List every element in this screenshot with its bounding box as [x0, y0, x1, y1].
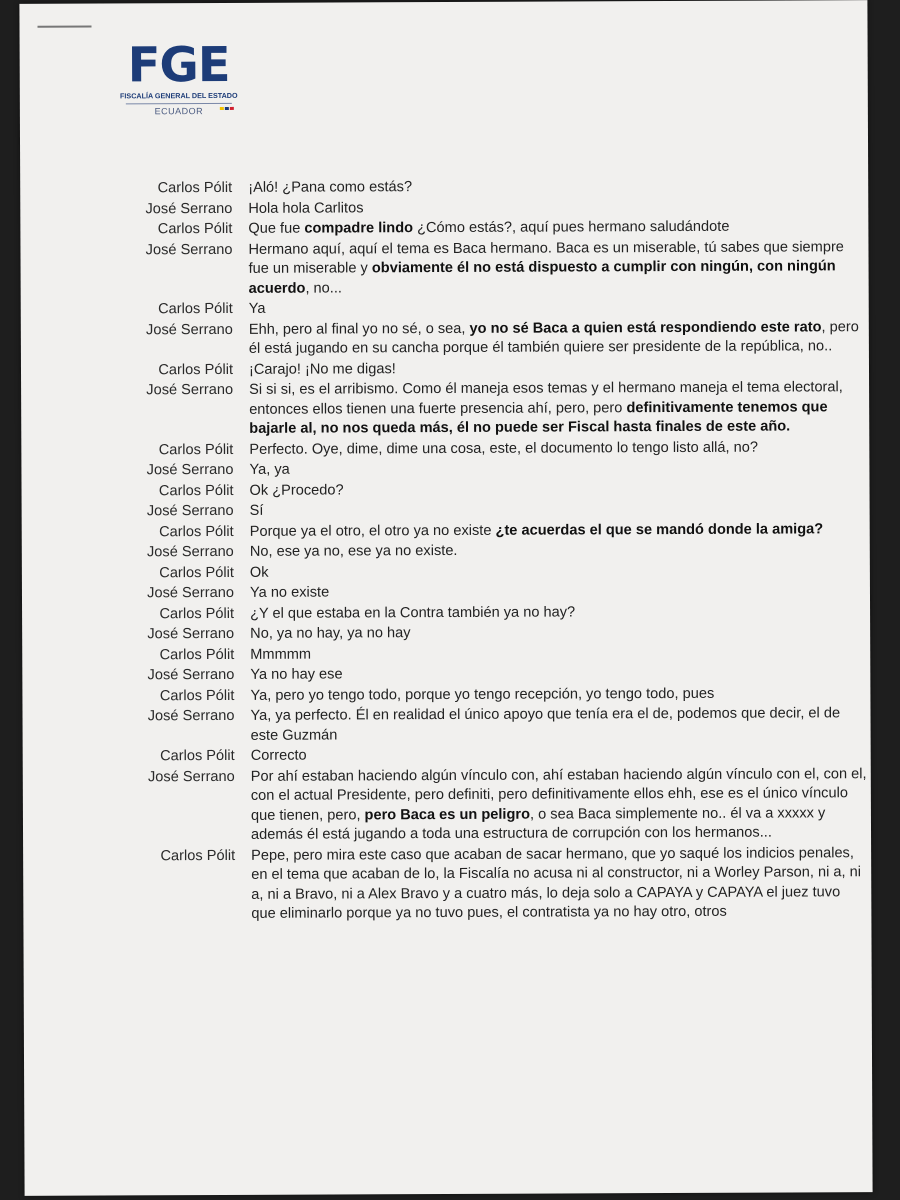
bold-segment: yo no sé Baca a quien está respondiendo este rato	[469, 318, 822, 337]
speaker-name: Carlos Pólit	[159, 564, 234, 581]
bold-segment: definitivamente tenemos que bajarle al, no nos queda más, él no puede ser Fiscal hasta finales de este año.	[249, 398, 828, 437]
text-segment: Correcto	[250, 747, 307, 764]
logo-full-name: FISCALÍA GENERAL DEL ESTADO	[120, 90, 238, 101]
utterance-text	[249, 318, 865, 360]
utterance-text	[249, 458, 865, 480]
text-segment: ¿Cómo estás?, aquí pues hermano saludándote	[412, 218, 730, 237]
text-segment: Ya no hay ese	[250, 666, 343, 683]
transcript-row	[126, 684, 866, 707]
text-segment: Ya, ya	[249, 461, 290, 478]
utterance-text	[248, 197, 864, 219]
document-page	[19, 0, 872, 1196]
call-transcript	[124, 176, 867, 926]
transcript-row	[126, 581, 866, 604]
utterance-text	[250, 684, 866, 706]
speaker-name: Carlos Pólit	[159, 605, 235, 622]
text-segment: Ok	[249, 564, 269, 581]
text-segment: Ya, pero yo tengo todo, porque yo tengo recepción, yo tengo todo, pues	[250, 685, 715, 704]
speaker-name: José Serrano	[145, 241, 233, 258]
transcript-row	[124, 217, 864, 240]
text-segment: Si si si, es el arribismo. Como él maneja esos temas y el hermano maneja el tema electoral, entonces ellos tienen una fuerte presencia ahí, pero, pero	[249, 379, 843, 418]
text-segment: , pero él está jugando en su cancha porque él también quiere ser presidente de la república, no..	[248, 318, 859, 357]
utterance-text	[250, 602, 866, 624]
text-segment: Ya	[248, 300, 266, 317]
transcript-row	[125, 479, 865, 502]
utterance-text	[249, 479, 865, 501]
transcript-row	[126, 643, 866, 666]
utterance-text	[251, 844, 867, 925]
transcript-row	[125, 378, 865, 440]
speaker-name: José Serrano	[145, 321, 233, 338]
speaker-name: José Serrano	[146, 543, 234, 561]
transcript-row	[126, 663, 866, 686]
speaker-name: José Serrano	[147, 768, 235, 785]
transcript-row	[127, 844, 867, 925]
speaker-name: José Serrano	[146, 461, 234, 479]
transcript-row	[125, 297, 865, 320]
transcript-row	[125, 358, 865, 381]
transcript-row	[124, 197, 864, 220]
transcript-row	[126, 561, 866, 584]
utterance-text	[249, 358, 865, 380]
text-segment: No, ya no hay, ya no hay	[250, 625, 411, 642]
pen-mark	[37, 26, 91, 28]
transcript-row	[126, 499, 866, 522]
speaker-name: Carlos Pólit	[158, 441, 234, 458]
speaker-name: Carlos Pólit	[160, 747, 235, 765]
text-segment: ¡Carajo! ¡No me digas!	[248, 360, 396, 378]
utterance-text	[249, 438, 865, 460]
text-segment: Ehh, pero al final yo no sé, o sea,	[248, 320, 470, 338]
utterance-text	[251, 744, 867, 766]
transcript-row	[125, 458, 865, 481]
speaker-name: José Serrano	[147, 584, 235, 602]
speaker-name: José Serrano	[147, 625, 235, 643]
text-segment: Porque ya el otro, el otro ya no existe	[249, 522, 496, 540]
fge-logo	[120, 36, 238, 117]
utterance-text	[250, 520, 866, 542]
text-segment: Por ahí estaban haciendo algún vínculo con, ahí estaban haciendo algún vínculo con el, con el, con el actual Presidente, pero definiti, pero definitivamente ellos ehh, ese es el único vínculo que tienen, pero,	[250, 765, 867, 824]
speaker-name: Carlos Pólit	[158, 361, 234, 378]
text-segment: Perfecto. Oye, dime, dime una cosa, este, el documento lo tengo listo allá, no?	[249, 439, 759, 458]
text-segment: , o sea Baca simplemente no.. él va a xxxxx y además él está jugando a toda una estructura de corrupción con los hermanos...	[250, 804, 826, 843]
logo-country: ECUADOR	[154, 106, 204, 117]
speaker-name: José Serrano	[147, 666, 235, 684]
bold-segment: obviamente él no está dispuesto a cumplir con ningún, con ningún acuerdo	[248, 258, 836, 297]
utterance-text	[249, 297, 865, 319]
speaker-name: José Serrano	[146, 381, 234, 399]
speaker-name: José Serrano	[145, 200, 233, 217]
bold-segment: ¿te acuerdas el que se mandó donde la amiga?	[495, 520, 824, 539]
speaker-name: Carlos Pólit	[159, 646, 235, 663]
text-segment: Que fue	[248, 220, 305, 237]
utterance-text	[250, 622, 866, 644]
utterance-text	[248, 238, 864, 299]
transcript-row	[126, 622, 866, 645]
text-segment: Sí	[249, 502, 264, 519]
speaker-name: Carlos Pólit	[159, 687, 235, 704]
transcript-row	[126, 704, 866, 746]
flag-dots-icon	[219, 97, 234, 115]
transcript-row	[124, 238, 864, 300]
text-segment: Hola hola Carlitos	[248, 199, 364, 217]
transcript-row	[127, 744, 867, 767]
logo-divider	[126, 103, 232, 104]
text-segment: Mmmmm	[250, 646, 312, 663]
text-segment: ¿Y el que estaba en la Contra también ya no hay?	[250, 603, 576, 622]
transcript-row	[126, 520, 866, 543]
utterance-text	[248, 176, 864, 198]
utterance-text	[251, 765, 867, 846]
logo-acronym: FGE	[127, 36, 230, 94]
transcript-row	[126, 602, 866, 625]
bold-segment: pero Baca es un peligro	[364, 806, 531, 823]
bold-segment: compadre lindo	[304, 220, 414, 237]
text-segment: Hermano aquí, aquí el tema es Baca hermano. Baca es un miserable, tú sabes que siempre fue un miserable y	[248, 238, 844, 277]
utterance-text	[250, 663, 866, 685]
speaker-name: José Serrano	[146, 502, 234, 520]
transcript-row	[126, 540, 866, 563]
speaker-name: Carlos Pólit	[158, 482, 234, 499]
text-segment: ¡Aló! ¿Pana como estás?	[248, 179, 413, 196]
text-segment: Ya, ya perfecto. Él en realidad el único apoyo que tenía era el de, podemos que decir, el de este Guzmán	[250, 705, 841, 744]
transcript-row	[125, 438, 865, 461]
transcript-row	[124, 176, 864, 199]
speaker-name: Carlos Pólit	[157, 179, 233, 197]
speaker-name: Carlos Pólit	[157, 220, 233, 238]
utterance-text	[250, 581, 866, 603]
speaker-name: Carlos Pólit	[158, 300, 233, 318]
utterance-text	[250, 643, 866, 665]
utterance-text	[250, 540, 866, 562]
text-segment: Ok ¿Procedo?	[249, 481, 344, 499]
utterance-text	[250, 561, 866, 583]
utterance-text	[250, 704, 866, 746]
speaker-name: Carlos Pólit	[159, 523, 234, 540]
text-segment: Ya no existe	[249, 584, 330, 601]
transcript-row	[125, 318, 865, 360]
text-segment: No, ese ya no, ese ya no existe.	[249, 542, 458, 560]
speaker-name: Carlos Pólit	[160, 847, 236, 864]
transcript-row	[127, 765, 867, 846]
utterance-text	[250, 499, 866, 521]
text-segment: Pepe, pero mira este caso que acaban de sacar hermano, que yo saqué los indicios penales, en el tema que acaban de lo, la Fiscalía no acusa ni al constructor, ni a Worley Parson, ni a, ni a, ni a Bravo, ni a Alex Bravo y a cuatro más, lo deja solo a CAPAYA y CAPAYA el juez tuvo que eliminarlo porque ya no tuvo pues, el contratista ya no hay otro, otros	[251, 844, 862, 922]
utterance-text	[248, 217, 864, 239]
utterance-text	[249, 378, 865, 439]
text-segment: , no...	[305, 279, 342, 297]
speaker-name: José Serrano	[147, 707, 235, 725]
